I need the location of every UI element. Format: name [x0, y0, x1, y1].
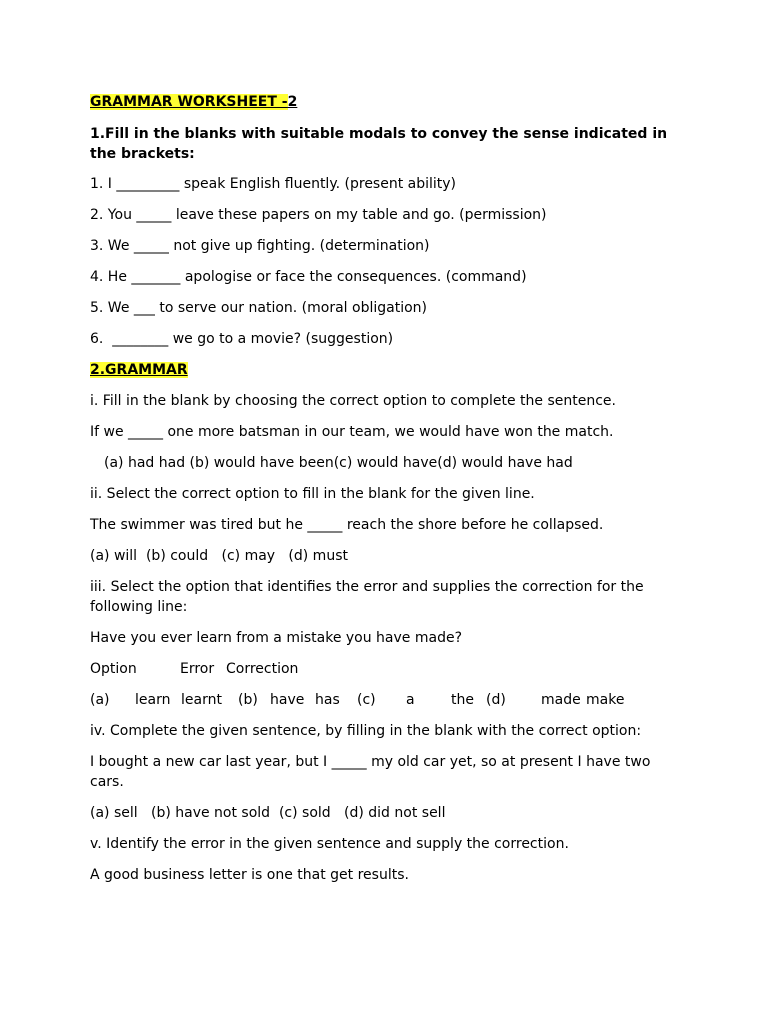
modal-item-3: 3. We _____ not give up fighting. (determination): [90, 238, 430, 254]
q3-header-option: Option: [90, 661, 137, 677]
title-highlighted: GRAMMAR WORKSHEET -: [90, 94, 288, 110]
q2-options: (a) will (b) could (c) may (d) must: [90, 548, 348, 564]
q5-sentence: A good business letter is one that get results.: [90, 867, 409, 883]
q1-options: (a) had had (b) would have been(c) would have(d) would have had: [104, 455, 573, 471]
q3-table-header: [90, 659, 680, 679]
q3-options-row: [90, 690, 680, 710]
worksheet-page: [90, 92, 680, 896]
q3-opt-d-correction: make: [586, 692, 625, 708]
q2-sentence: The swimmer was tired but he _____ reach the shore before he collapsed.: [90, 517, 604, 533]
q3-opt-d-error: made: [541, 692, 581, 708]
q2-prompt: ii. Select the correct option to fill in the blank for the given line.: [90, 486, 535, 502]
q3-opt-c-error: a: [406, 692, 415, 708]
q3-prompt: iii. Select the option that identifies the error and supplies the correction for the following line:: [90, 579, 649, 615]
q5-prompt: v. Identify the error in the given sentence and supply the correction.: [90, 836, 569, 852]
modal-item-1: 1. I _________ speak English fluently. (present ability): [90, 176, 457, 192]
q3-opt-b-error: have: [270, 692, 305, 708]
section1-heading: 1.Fill in the blanks with suitable modals to convey the sense indicated in the brackets:: [90, 126, 672, 162]
q1-sentence: If we _____ one more batsman in our team, we would have won the match.: [90, 424, 614, 440]
modal-item-6: 6. ________ we go to a movie? (suggestion): [90, 331, 394, 347]
section2-heading-text: 2.GRAMMAR: [90, 362, 188, 378]
q4-sentence: I bought a new car last year, but I _____ my old car yet, so at present I have two cars.: [90, 754, 655, 790]
q3-sentence: Have you ever learn from a mistake you have made?: [90, 630, 463, 646]
q3-opt-a: (a): [90, 692, 110, 708]
modal-item-5: 5. We ___ to serve our nation. (moral obligation): [90, 300, 427, 316]
q3-opt-a-error: learn: [135, 692, 171, 708]
title-number: 2: [287, 94, 298, 110]
q4-prompt: iv. Complete the given sentence, by filling in the blank with the correct option:: [90, 723, 642, 739]
modal-item-4: 4. He _______ apologise or face the consequences. (command): [90, 269, 527, 285]
q3-opt-a-correction: learnt: [181, 692, 222, 708]
q3-opt-b-correction: has: [315, 692, 340, 708]
worksheet-title: [90, 92, 680, 112]
q4-options: (a) sell (b) have not sold (c) sold (d) did not sell: [90, 805, 446, 821]
q3-header-error: Error: [180, 661, 215, 677]
q3-header-correction: Correction: [226, 661, 299, 677]
q3-opt-d: (d): [486, 692, 506, 708]
q1-prompt: i. Fill in the blank by choosing the correct option to complete the sentence.: [90, 393, 616, 409]
section2-heading: [90, 360, 680, 380]
q3-opt-c: (c): [357, 692, 376, 708]
q3-opt-b: (b): [238, 692, 258, 708]
modal-item-2: 2. You _____ leave these papers on my table and go. (permission): [90, 207, 547, 223]
q3-opt-c-correction: the: [451, 692, 474, 708]
